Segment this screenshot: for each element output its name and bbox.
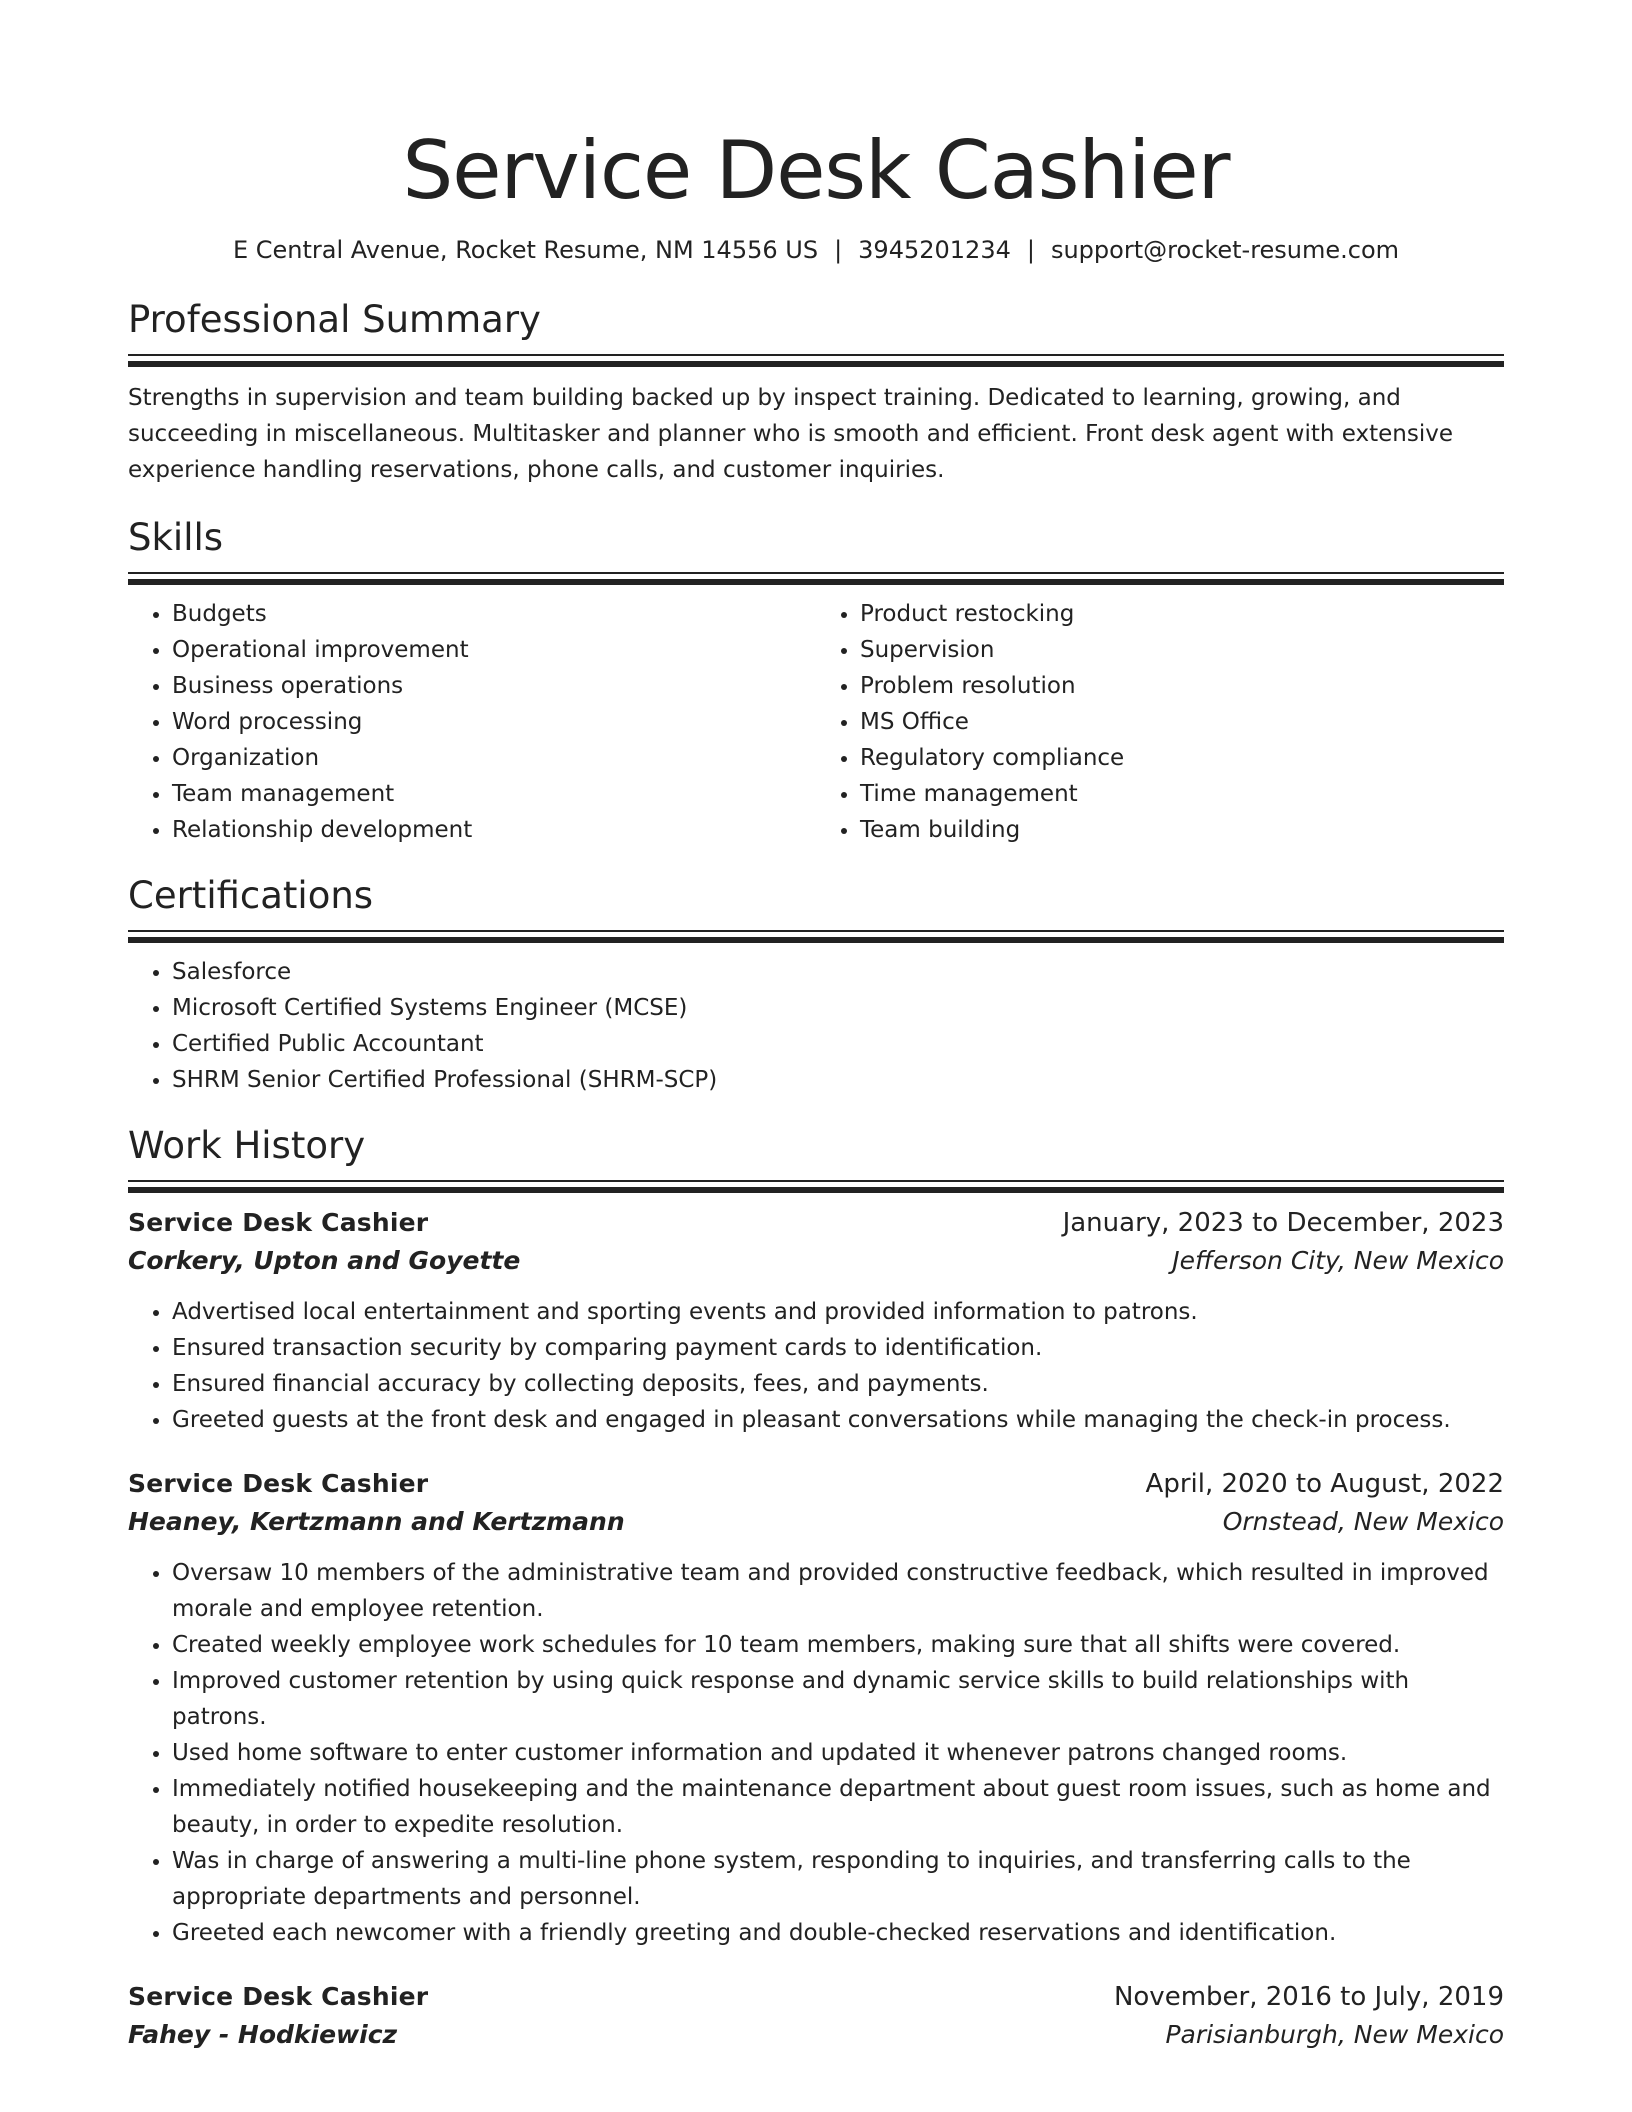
skill-item: • Regulatory compliance xyxy=(860,740,1498,776)
resume-page xyxy=(128,0,1504,2055)
job-subheader xyxy=(128,1502,1504,1542)
job-entry xyxy=(128,1466,1504,1951)
job-bullet: • Immediately notified housekeeping and the maintenance department about guest room issues, such as home and beauty, in order to expedite resolution. xyxy=(172,1771,1504,1843)
job-subheader xyxy=(128,1241,1504,1281)
job-entry xyxy=(128,1205,1504,1438)
skill-item: • Supervision xyxy=(860,632,1498,668)
job-header xyxy=(128,1979,1504,2015)
job-bullet: • Oversaw 10 members of the administrative team and provided constructive feedback, which resulted in improved morale and employee retention. xyxy=(172,1555,1504,1627)
address: E Central Avenue, Rocket Resume, NM 14556 US xyxy=(232,236,819,264)
divider-thick xyxy=(128,937,1504,943)
skill-item: • Business operations xyxy=(172,668,816,704)
job-subheader xyxy=(128,2015,1504,2055)
skill-item: • Relationship development xyxy=(172,812,816,848)
section-heading-certifications: Certifications xyxy=(128,874,374,917)
job-company: Fahey - Hodkiewicz xyxy=(128,2020,398,2049)
skill-item: • Team building xyxy=(860,812,1498,848)
job-title: Service Desk Cashier xyxy=(128,1208,429,1237)
job-bullet: • Advertised local entertainment and sporting events and provided information to patrons. xyxy=(172,1294,1504,1330)
divider-thin xyxy=(128,572,1504,574)
job-bullet: • Improved customer retention by using quick response and dynamic service skills to build relationships with patrons. xyxy=(172,1663,1504,1735)
certification-item: • Salesforce xyxy=(172,954,1504,990)
job-company: Heaney, Kertzmann and Kertzmann xyxy=(128,1507,625,1536)
certification-item: • SHRM Senior Certified Professional (SHRM-SCP) xyxy=(172,1062,1504,1098)
contact-separator: | xyxy=(1026,236,1035,264)
job-title: Service Desk Cashier xyxy=(128,1982,429,2011)
skill-item: • MS Office xyxy=(860,704,1498,740)
skill-item: • Team management xyxy=(172,776,816,812)
job-bullet: • Greeted each newcomer with a friendly greeting and double-checked reservations and identification. xyxy=(172,1915,1504,1951)
divider-thick xyxy=(128,361,1504,367)
job-bullet: • Used home software to enter customer information and updated it whenever patrons changed rooms. xyxy=(172,1735,1504,1771)
summary-section xyxy=(128,296,1504,488)
job-dates: January, 2023 to December, 2023 xyxy=(1062,1208,1504,1238)
job-bullet: • Was in charge of answering a multi-line phone system, responding to inquiries, and transferring calls to the appropriate departments and personnel. xyxy=(172,1843,1504,1915)
skill-item: • Product restocking xyxy=(860,596,1498,632)
skill-item: • Budgets xyxy=(172,596,816,632)
certification-item: • Microsoft Certified Systems Engineer (MCSE) xyxy=(172,990,1504,1026)
skill-item: • Organization xyxy=(172,740,816,776)
summary-text: Strengths in supervision and team building backed up by inspect training. Dedicated to learning, growing, and succeeding in miscellaneous. Multitasker and planner who is smooth and efficient. Front desk agent with extensive experience handling reservations, phone calls, and customer inquiries. xyxy=(128,385,1454,483)
section-heading-skills: Skills xyxy=(128,516,224,559)
skill-item: • Word processing xyxy=(172,704,816,740)
job-bullet: • Ensured financial accuracy by collecting deposits, fees, and payments. xyxy=(172,1366,1504,1402)
skills-section xyxy=(128,514,1504,848)
job-location: Parisianburgh, New Mexico xyxy=(1165,2020,1504,2049)
contact-separator: | xyxy=(834,236,843,264)
certifications-list xyxy=(128,954,1504,1098)
certification-item: • Certified Public Accountant xyxy=(172,1026,1504,1062)
email: support@rocket-resume.com xyxy=(1050,236,1400,264)
skill-item: • Time management xyxy=(860,776,1498,812)
divider-thin xyxy=(128,1180,1504,1182)
job-title: Service Desk Cashier xyxy=(128,1469,429,1498)
phone: 3945201234 xyxy=(858,236,1011,264)
skill-item: • Operational improvement xyxy=(172,632,816,668)
work-history-section xyxy=(128,1122,1504,2055)
section-heading-work-history: Work History xyxy=(128,1124,366,1167)
job-header xyxy=(128,1205,1504,1241)
skills-column-2 xyxy=(810,596,1498,848)
divider-thick xyxy=(128,579,1504,585)
job-bullet: • Created weekly employee work schedules for 10 team members, making sure that all shifts were covered. xyxy=(172,1627,1504,1663)
job-location: Ornstead, New Mexico xyxy=(1222,1507,1504,1536)
job-header xyxy=(128,1466,1504,1502)
job-bullets xyxy=(128,1555,1504,1951)
skill-item: • Problem resolution xyxy=(860,668,1498,704)
divider-thick xyxy=(128,1187,1504,1193)
job-dates: April, 2020 to August, 2022 xyxy=(1145,1469,1504,1499)
skills-grid xyxy=(128,596,1504,848)
divider-thin xyxy=(128,930,1504,932)
job-location: Jefferson City, New Mexico xyxy=(1172,1246,1504,1275)
job-bullet: • Greeted guests at the front desk and engaged in pleasant conversations while managing the check-in process. xyxy=(172,1402,1504,1438)
certifications-section xyxy=(128,872,1504,1098)
job-bullet: • Ensured transaction security by comparing payment cards to identification. xyxy=(172,1330,1504,1366)
job-entry xyxy=(128,1979,1504,2055)
job-company: Corkery, Upton and Goyette xyxy=(128,1246,521,1275)
job-dates: November, 2016 to July, 2019 xyxy=(1113,1982,1504,2012)
skills-column-1 xyxy=(128,596,816,848)
job-bullets xyxy=(128,1294,1504,1438)
candidate-name: Service Desk Cashier xyxy=(402,124,1230,217)
section-heading-summary: Professional Summary xyxy=(128,298,541,341)
divider-thin xyxy=(128,354,1504,356)
contact-line xyxy=(128,234,1504,266)
